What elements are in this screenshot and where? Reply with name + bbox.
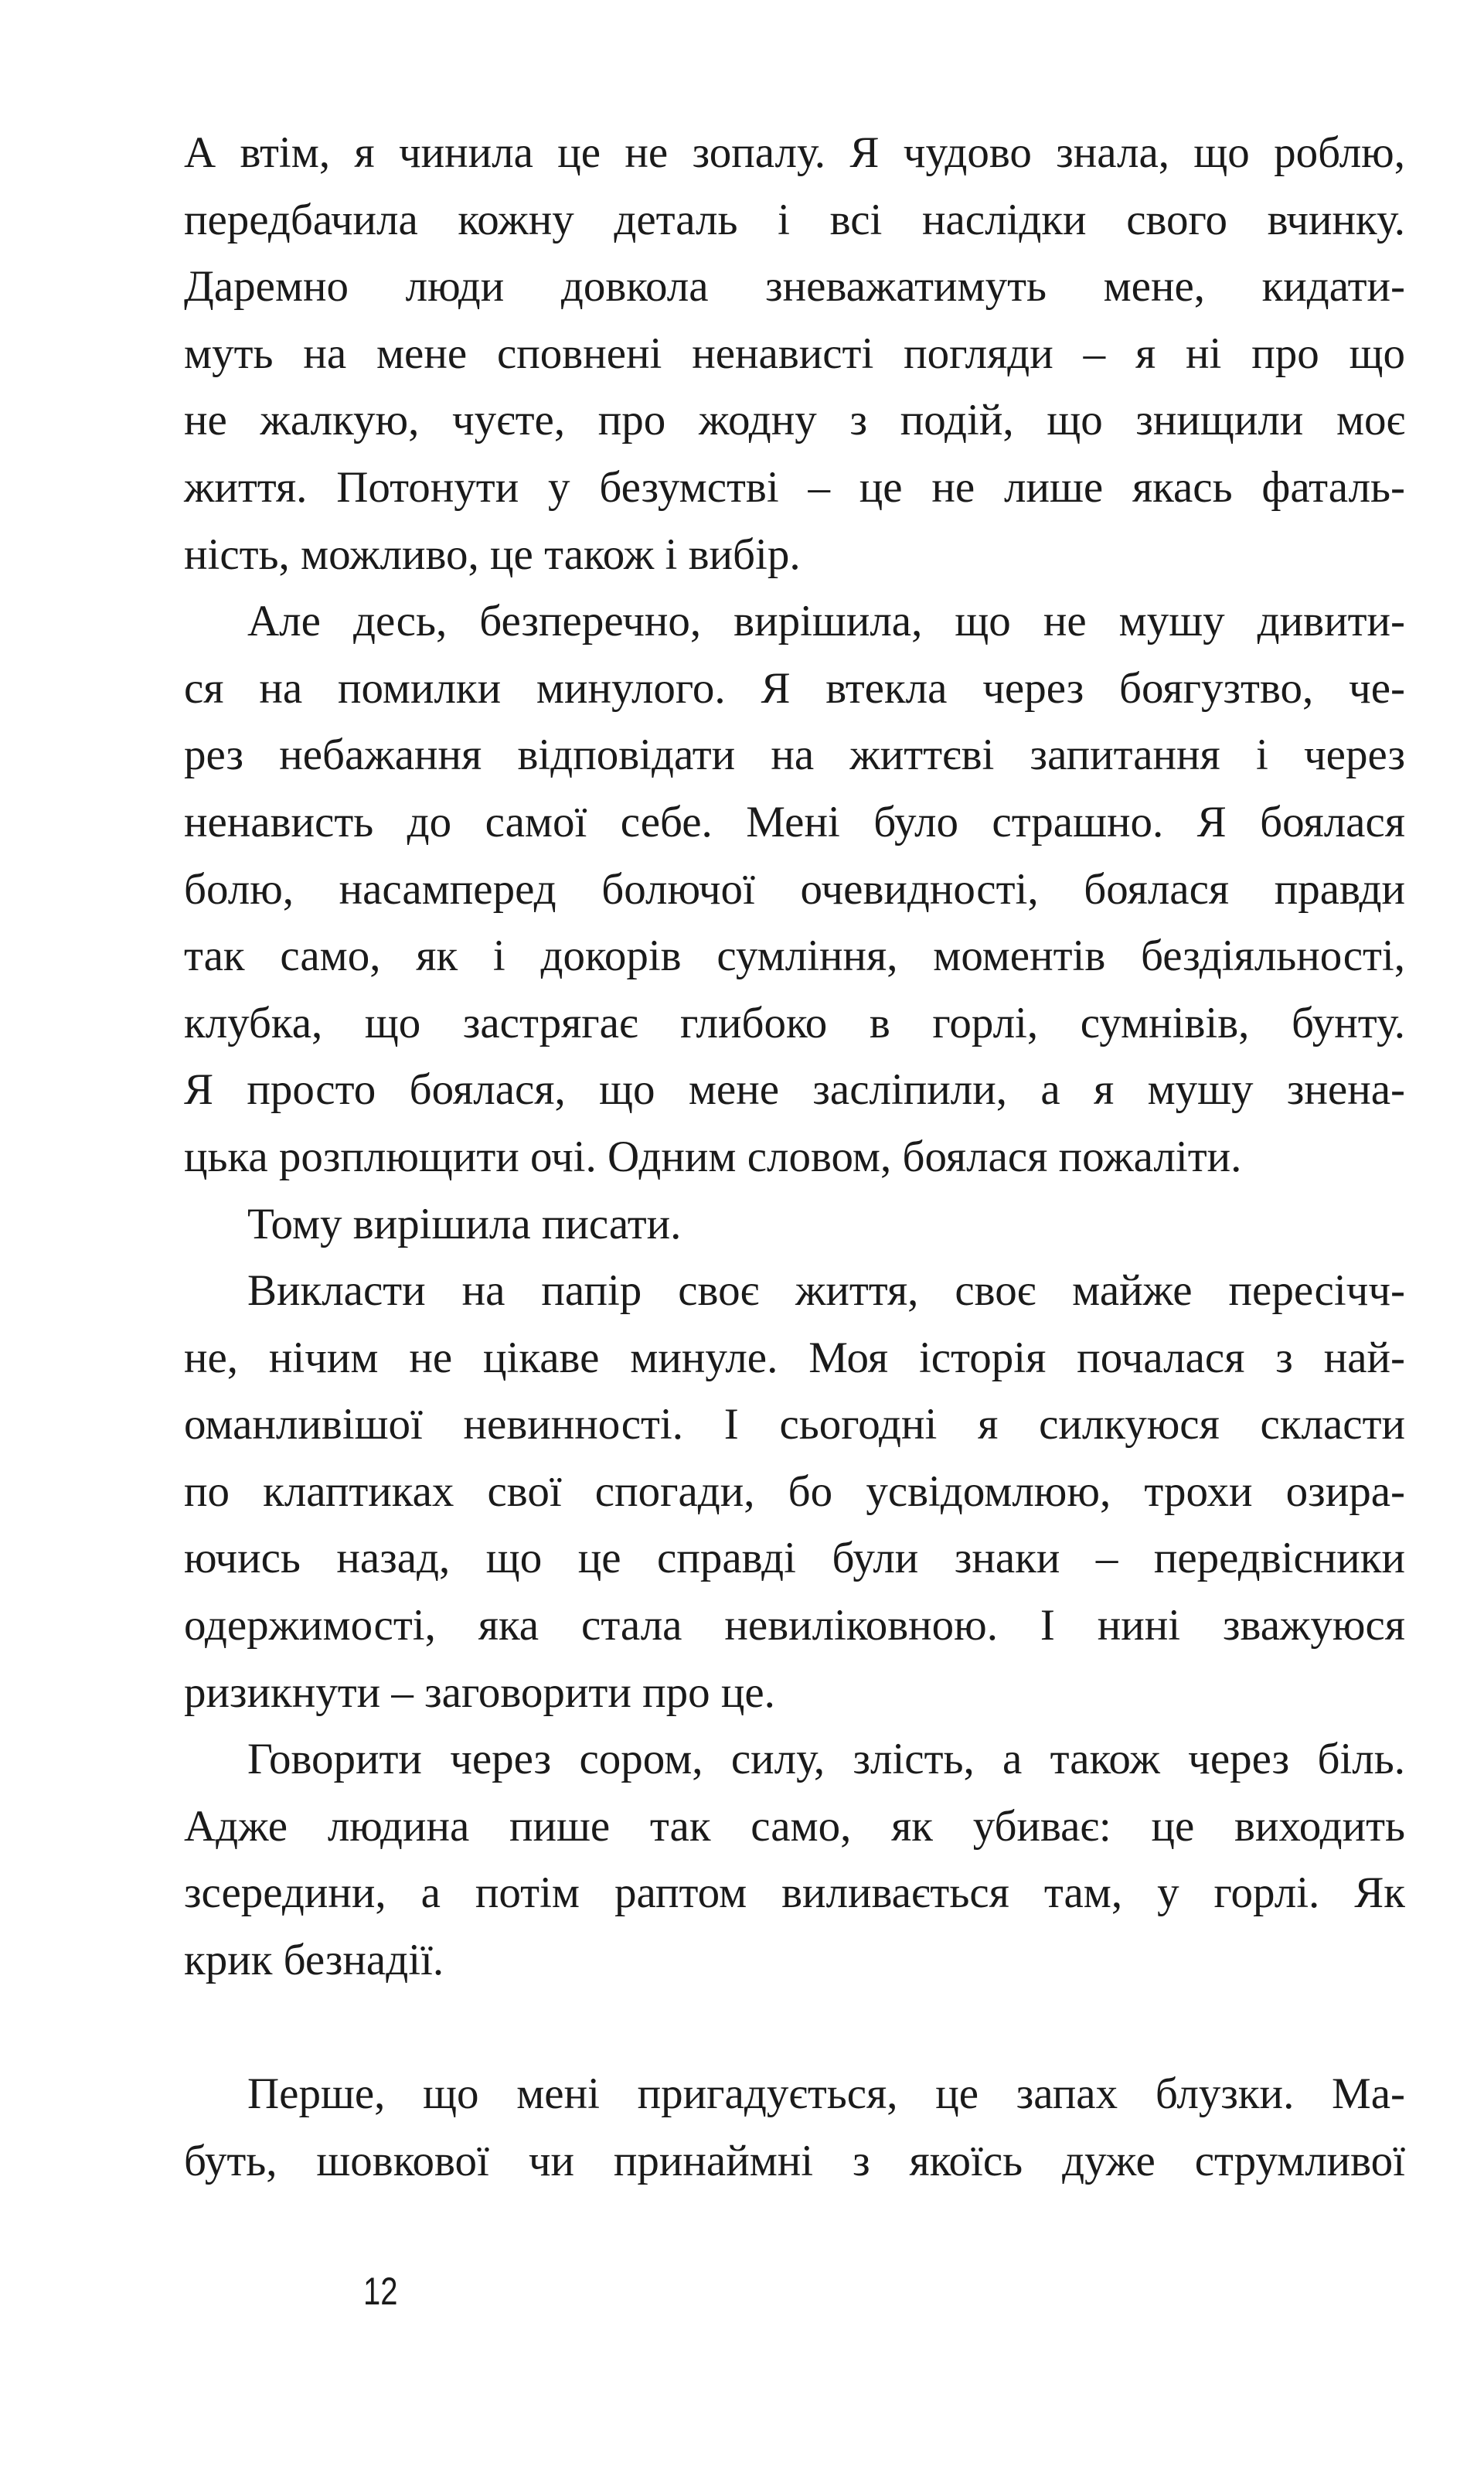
page-body-text — [184, 120, 1405, 2195]
text-line: Викласти на папір своє життя, своє майже пересічч- — [247, 1266, 1405, 1316]
text-line: Перше, що мені пригадується, це запах блузки. Ма- — [247, 2069, 1405, 2119]
paragraph — [184, 588, 1405, 1190]
text-line: буть, шовкової чи принаймні з якоїсь дуже струмливої — [184, 2136, 1405, 2185]
text-line: одержимості, яка стала невиліковною. І нині зважуюся — [184, 1601, 1405, 1650]
text-line: Тому вирішила писати. — [247, 1199, 682, 1248]
text-line: муть на мене сповнені ненависті погляди – я ні про що — [184, 329, 1405, 378]
text-line: рез небажання відповідати на життєві запитання і через — [184, 731, 1405, 780]
paragraph — [184, 1258, 1405, 1726]
text-line: ризикнути – заговорити про це. — [184, 1667, 775, 1717]
paragraph — [184, 1726, 1405, 1994]
text-line: оманливішої невинності. І сьогодні я силкуюся скласти — [184, 1400, 1405, 1449]
text-line: Говорити через сором, силу, злість, а також через біль. — [247, 1735, 1405, 1784]
text-line: болю, насамперед болючої очевидності, боялася правди — [184, 864, 1405, 914]
paragraph — [184, 120, 1405, 588]
text-line: ся на помилки минулого. Я втекла через боягузтво, че- — [184, 663, 1405, 713]
text-line: крик безнадії. — [184, 1936, 444, 1985]
text-line: Я просто боялася, що мене засліпили, а я мушу знена- — [184, 1065, 1405, 1115]
text-line: Даремно люди довкола зневажатимуть мене, кидати- — [184, 262, 1405, 312]
text-line: зсередини, а потім раптом виливається там, у горлі. Як — [184, 1868, 1405, 1918]
text-line: передбачила кожну деталь і всі наслідки свого вчинку. — [184, 195, 1405, 244]
text-line: клубка, що застрягає глибоко в горлі, сумнівів, бунту. — [184, 998, 1405, 1047]
paragraph — [184, 2061, 1405, 2195]
text-line: Але десь, безперечно, вирішила, що не мушу дивити- — [247, 597, 1405, 646]
paragraph — [184, 1191, 1405, 1259]
text-line: по клаптиках свої спогади, бо усвідомлюю, трохи озира- — [184, 1466, 1405, 1516]
section-break — [184, 1994, 1405, 2062]
text-line: цька розплющити очі. Одним словом, боялася пожаліти. — [184, 1132, 1242, 1181]
text-line: А втім, я чинила це не зопалу. Я чудово знала, що роблю, — [184, 128, 1405, 177]
text-line: життя. Потонути у безумстві – це не лише якась фаталь- — [184, 462, 1405, 512]
text-line: Адже людина пише так само, як убиває: це виходить — [184, 1801, 1405, 1851]
text-line: ючись назад, що це справді були знаки – передвісники — [184, 1534, 1405, 1583]
text-line: не, нічим не цікаве минуле. Моя історія почалася з най- — [184, 1333, 1405, 1382]
text-line: ненависть до самої себе. Мені було страшно. Я боялася — [184, 797, 1405, 846]
page-number: 12 — [363, 2270, 398, 2313]
text-line: не жалкую, чуєте, про жодну з подій, що знищили моє — [184, 396, 1405, 445]
text-line: ність, можливо, це також і вибір. — [184, 530, 801, 579]
text-line: так само, як і докорів сумління, моментів бездіяльності, — [184, 932, 1405, 981]
